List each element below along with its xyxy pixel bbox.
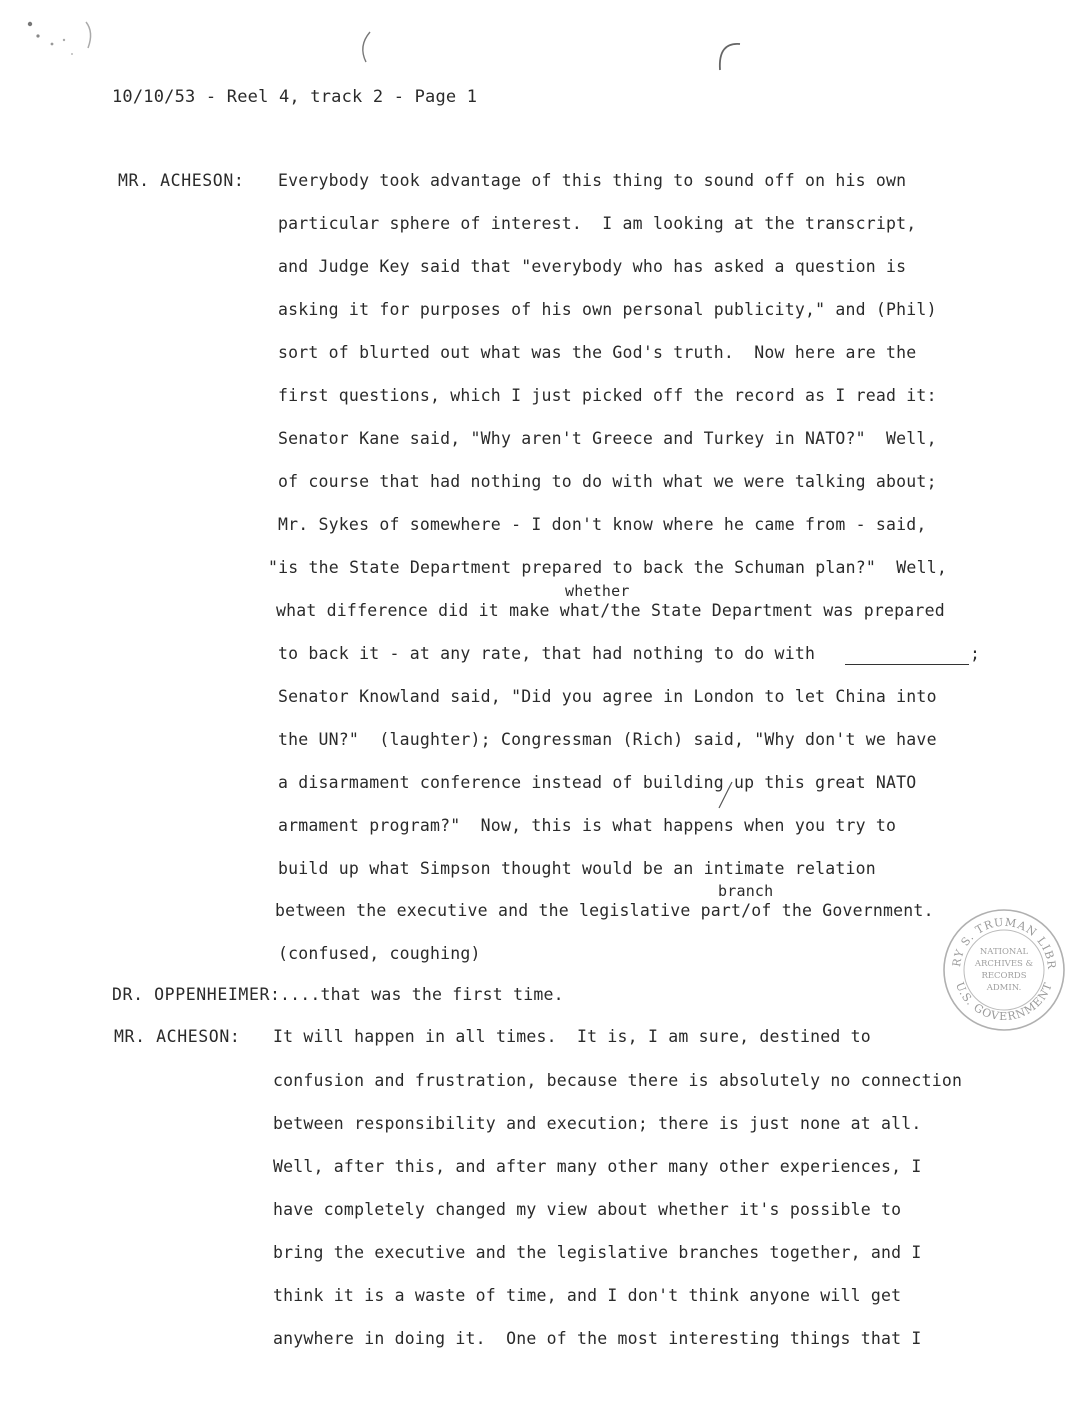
- transcript-line: It will happen in all times. It is, I am sure, destined to: [273, 1027, 871, 1046]
- speaker-label-acheson-2: MR. ACHESON:: [114, 1027, 241, 1046]
- interlinear-insertion-whether: whether: [565, 582, 630, 600]
- stamp-center-line: RECORDS: [981, 971, 1027, 981]
- redaction-blank: [845, 650, 969, 665]
- transcript-line: Senator Kane said, "Why aren't Greece and Turkey in NATO?" Well,: [278, 429, 937, 448]
- transcript-line: anywhere in doing it. One of the most interesting things that I: [273, 1329, 922, 1348]
- transcript-line: to back it - at any rate, that had nothing to do with: [278, 644, 816, 663]
- binder-hole-mark-right: [708, 40, 748, 76]
- transcript-line: sort of blurted out what was the God's truth. Now here are the: [278, 343, 917, 362]
- transcript-line: (confused, coughing): [278, 944, 481, 963]
- stamp-center-line: ADMIN.: [986, 983, 1022, 993]
- transcript-line: particular sphere of interest. I am looking at the transcript,: [278, 214, 917, 233]
- transcript-line: of course that had nothing to do with what we were talking about;: [278, 472, 937, 491]
- transcript-line: armament program?" Now, this is what happens when you try to: [278, 816, 897, 835]
- transcript-line: have completely changed my view about whether it's possible to: [273, 1200, 902, 1219]
- binder-hole-mark-left: [356, 30, 376, 66]
- speaker-label-oppenheimer: DR. OPPENHEIMER:: [112, 985, 281, 1004]
- transcript-line: asking it for purposes of his own personal publicity," and (Phil): [278, 300, 937, 319]
- transcript-line: Everybody took advantage of this thing to sound off on his own: [278, 171, 907, 190]
- page-header: 10/10/53 - Reel 4, track 2 - Page 1: [112, 87, 478, 107]
- transcript-line: Well, after this, and after many other many other experiences, I: [273, 1157, 922, 1176]
- transcript-line: Mr. Sykes of somewhere - I don't know where he came from - said,: [278, 515, 927, 534]
- archive-seal-stamp: [938, 904, 1070, 1036]
- stamp-ring-top: RY S. TRUMAN LIBR: [949, 915, 1059, 971]
- stamp-ring-bottom: U.S. GOVERNMENT: [952, 980, 1056, 1024]
- transcript-line: the UN?" (laughter); Congressman (Rich) said, "Why don't we have: [278, 730, 937, 749]
- stamp-center-line: NATIONAL: [979, 947, 1029, 957]
- speaker-label-acheson-1: MR. ACHESON:: [118, 171, 245, 190]
- transcript-line: and Judge Key said that "everybody who has asked a question is: [278, 257, 907, 276]
- transcript-line: ....that was the first time.: [280, 985, 564, 1004]
- transcript-line: what difference did it make what/the State Department was prepared: [276, 601, 945, 620]
- scan-smudge: [22, 14, 112, 74]
- transcript-line: Senator Knowland said, "Did you agree in London to let China into: [278, 687, 937, 706]
- transcript-line: between the executive and the legislative part/of the Government.: [275, 901, 934, 920]
- pen-stroke-mark: [716, 780, 736, 810]
- transcript-line: "is the State Department prepared to back the Schuman plan?" Well,: [268, 558, 947, 577]
- transcript-line: first questions, which I just picked off the record as I read it:: [278, 386, 937, 405]
- stamp-center-line: ARCHIVES &: [974, 959, 1034, 969]
- transcript-line: confusion and frustration, because there is absolutely no connection: [273, 1071, 963, 1090]
- transcript-line: build up what Simpson thought would be an intimate relation: [278, 859, 876, 878]
- transcript-line: a disarmament conference instead of building up this great NATO: [278, 773, 917, 792]
- line-end-semicolon: ;: [970, 644, 981, 663]
- transcript-line: think it is a waste of time, and I don't think anyone will get: [273, 1286, 902, 1305]
- interlinear-insertion-branch: branch: [718, 882, 774, 900]
- transcript-line: between responsibility and execution; there is just none at all.: [273, 1114, 922, 1133]
- transcript-line: bring the executive and the legislative branches together, and I: [273, 1243, 922, 1262]
